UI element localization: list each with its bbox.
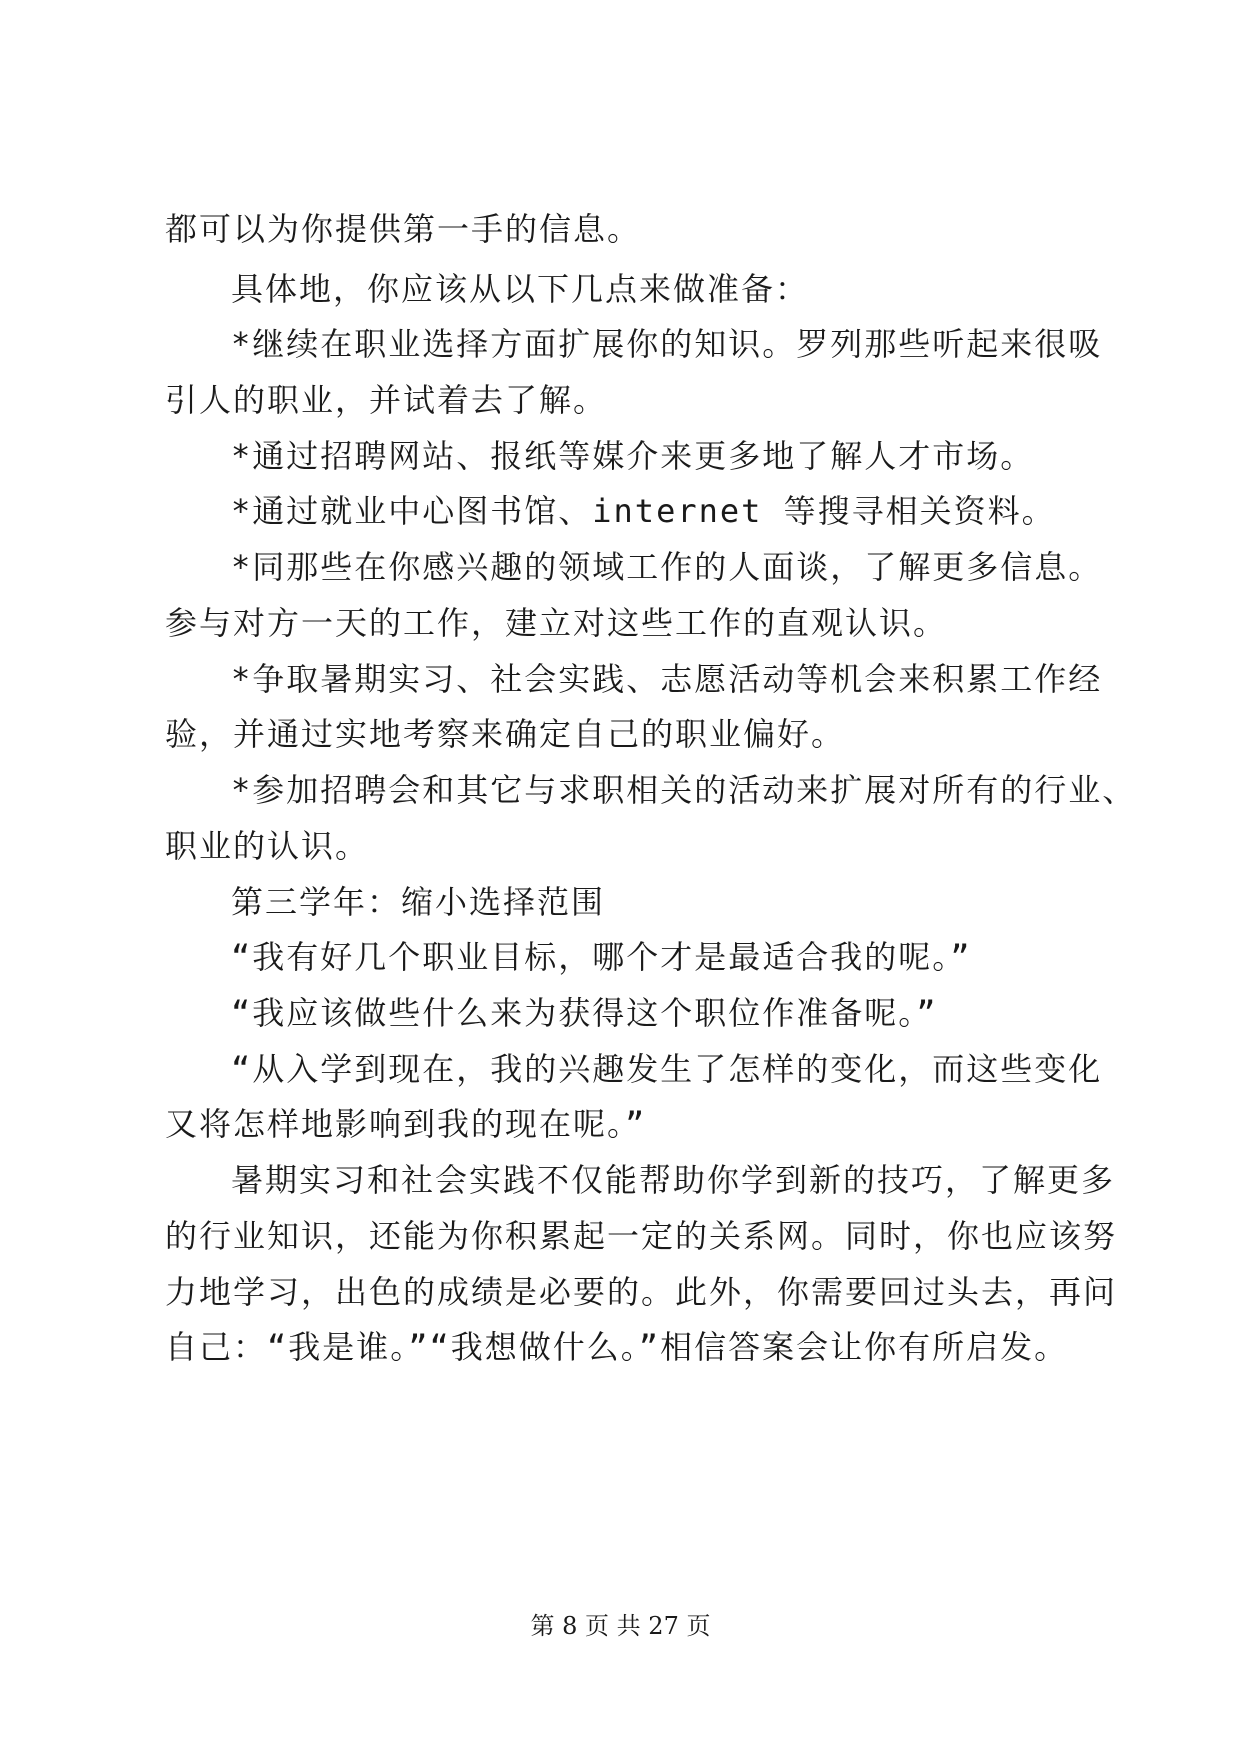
body-line: 的行业知识，还能为你积累起一定的关系网。同时，你也应该努	[165, 1217, 1118, 1255]
body-line: “从入学到现在，我的兴趣发生了怎样的变化，而这些变化	[231, 1050, 1103, 1088]
page-number-footer: 第 8 页 共 27 页	[530, 1612, 711, 1640]
body-line: *继续在职业选择方面扩展你的知识。罗列那些听起来很吸	[231, 325, 1103, 363]
body-line: 都可以为你提供第一手的信息。	[165, 210, 642, 248]
section-heading: 第三学年：缩小选择范围	[231, 883, 606, 921]
body-line: *通过就业中心图书馆、internet 等搜寻相关资料。	[231, 492, 1056, 530]
body-line: 引人的职业，并试着去了解。	[165, 381, 608, 419]
body-line: 验，并通过实地考察来确定自己的职业偏好。	[165, 715, 846, 753]
body-line: 暑期实习和社会实践不仅能帮助你学到新的技巧，了解更多	[231, 1161, 1116, 1199]
body-line: 职业的认识。	[165, 827, 370, 865]
body-line: 参与对方一天的工作，建立对这些工作的直观认识。	[165, 604, 948, 642]
body-line: *争取暑期实习、社会实践、志愿活动等机会来积累工作经	[231, 660, 1103, 698]
body-line: 自己：“我是谁。”“我想做什么。”相信答案会让你有所启发。	[165, 1328, 1069, 1366]
body-line: *通过招聘网站、报纸等媒介来更多地了解人才市场。	[231, 437, 1035, 475]
body-line: “我有好几个职业目标，哪个才是最适合我的呢。”	[231, 938, 972, 976]
body-line: 力地学习，出色的成绩是必要的。此外，你需要回过头去，再问	[165, 1273, 1118, 1311]
body-line: “我应该做些什么来为获得这个职位作准备呢。”	[231, 994, 938, 1032]
body-line: 又将怎样地影响到我的现在呢。”	[165, 1105, 647, 1143]
body-line: 具体地，你应该从以下几点来做准备：	[231, 270, 810, 308]
body-line: *参加招聘会和其它与求职相关的活动来扩展对所有的行业、	[231, 771, 1137, 809]
body-line: *同那些在你感兴趣的领域工作的人面谈，了解更多信息。	[231, 548, 1103, 586]
